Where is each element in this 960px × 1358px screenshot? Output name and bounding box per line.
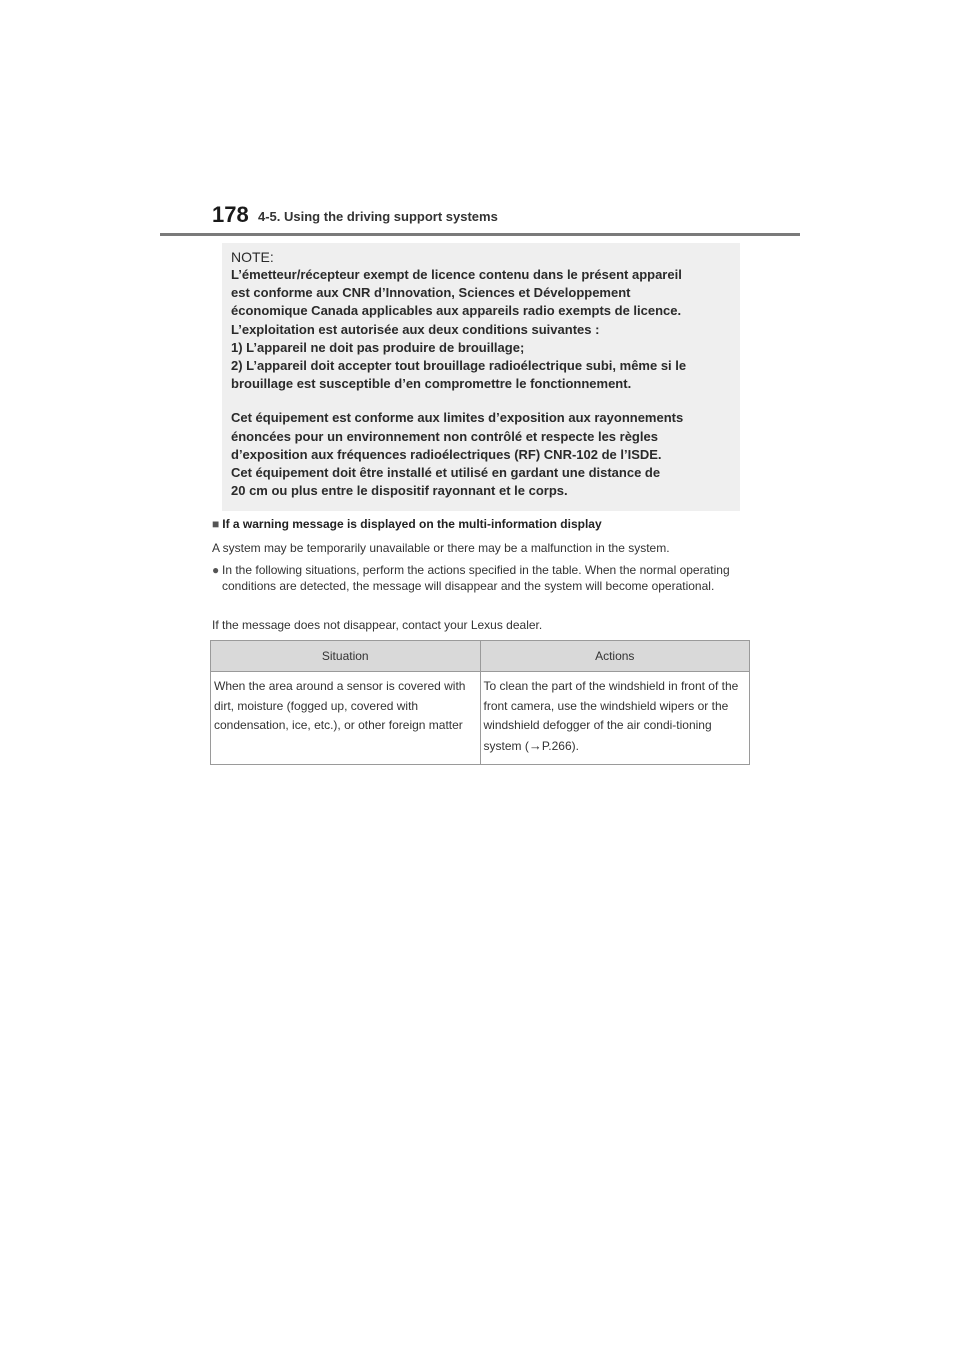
note-line: d’exposition aux fréquences radioélectriques (RF) CNR-102 de l’ISDE. [231, 446, 662, 462]
actions-text-end: ). [571, 738, 579, 753]
note-line: 20 cm ou plus entre le dispositif rayonnant et le corps. [231, 483, 568, 499]
situation-cell: When the area around a sensor is covered with dirt, moisture (fogged up, covered with condensation, ice, etc.), or other foreign matter [211, 672, 481, 765]
square-bullet-icon: ■ [212, 517, 220, 531]
table-row [211, 672, 750, 765]
warning-heading-text: If a warning message is displayed on the multi-information display [222, 517, 602, 531]
actions-text: To clean the part of the windshield in front of the front camera, use the windshield wipers or the windshield defogger of the air condi-tioning system ( [483, 679, 739, 753]
note-line: 2) L’appareil doit accepter tout brouillage radioélectrique subi, même si le [231, 358, 687, 374]
bullet-text: In the following situations, perform the actions specified in the table. When the normal operating conditions are detected, the message will disappear and the system will become operational. [222, 563, 730, 593]
note-line: 1) L’appareil ne doit pas produire de brouillage; [231, 339, 525, 355]
note-line: est conforme aux CNR d’Innovation, Sciences et Développement [231, 285, 631, 301]
note-line: Cet équipement est conforme aux limites d’exposition aux rayonnements [231, 410, 684, 426]
column-header-situation: Situation [211, 641, 481, 672]
table-header-row [211, 641, 750, 672]
situation-actions-table [210, 640, 750, 765]
note-line: L’exploitation est autorisée aux deux conditions suivantes : [231, 321, 600, 337]
note-line: brouillage est susceptible d’en compromettre le fonctionnement. [231, 376, 632, 392]
bullet-item [212, 562, 752, 594]
actions-cell [480, 672, 750, 765]
column-header-actions: Actions [480, 641, 750, 672]
warning-heading [212, 517, 602, 531]
page-reference-link[interactable]: P.266 [541, 738, 572, 753]
intro-paragraph: A system may be temporarily unavailable or there may be a malfunction in the system. [212, 541, 670, 555]
note-line: Cet équipement doit être installé et utilisé en gardant une distance de [231, 465, 661, 481]
header-divider [160, 233, 800, 236]
arrow-right-icon: → [528, 737, 542, 753]
outro-paragraph: If the message does not disappear, contact your Lexus dealer. [212, 618, 543, 632]
note-line: économique Canada applicables aux appareils radio exempts de licence. [231, 303, 682, 319]
circle-bullet-icon: ● [212, 563, 220, 577]
note-line: énoncées pour un environnement non contrôlé et respecte les règles [231, 428, 658, 444]
note-spacer [231, 393, 731, 409]
note-line: L’émetteur/récepteur exempt de licence contenu dans le présent appareil [231, 267, 682, 282]
note-title: NOTE: [231, 249, 274, 265]
regulatory-note-box [222, 243, 740, 511]
page-header [212, 202, 800, 232]
page-number: 178 [212, 202, 249, 227]
section-title: 4-5. Using the driving support systems [258, 209, 498, 224]
